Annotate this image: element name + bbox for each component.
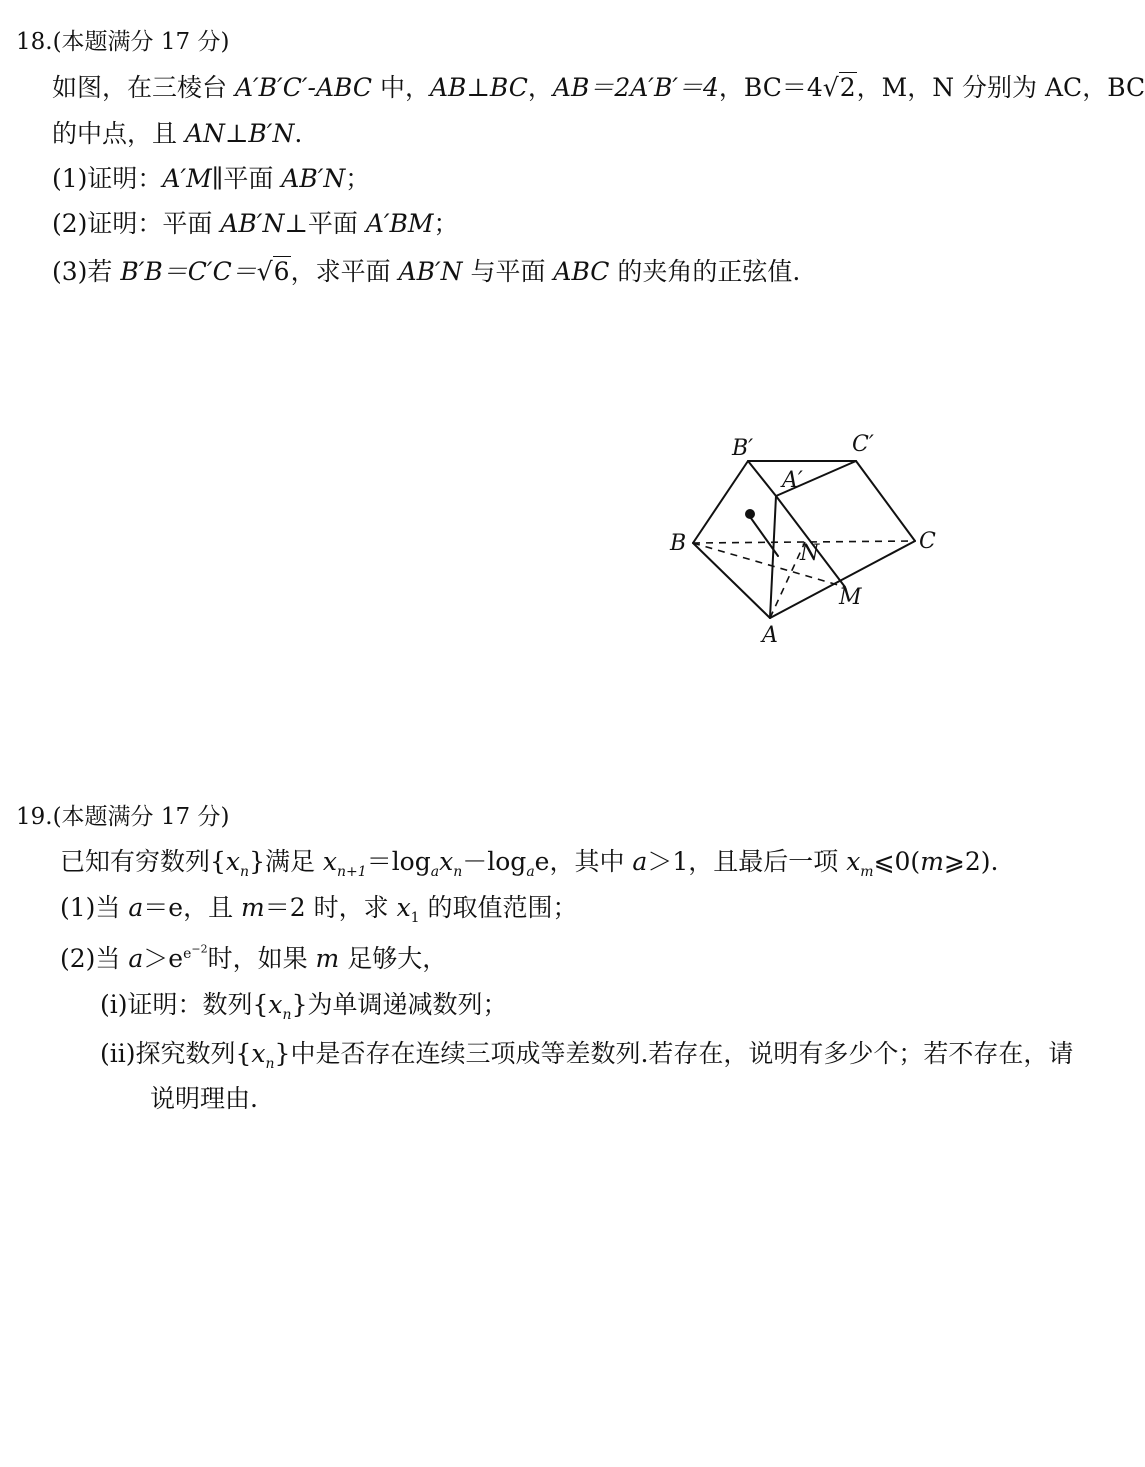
- q18-intro-text: 如图，在三棱台: [52, 73, 235, 102]
- q19-part1-text: ＝2 时，求: [264, 893, 397, 922]
- q19-header: [16, 801, 229, 833]
- q19-intro-text: ⩾2).: [943, 847, 999, 876]
- q18-part3-expr: B′B＝C′C＝: [120, 257, 257, 286]
- edge-B-Bp: [693, 461, 748, 543]
- q19-intro: [60, 846, 998, 878]
- sqrt-symbol: √: [822, 73, 839, 102]
- q19-sub: a: [430, 864, 440, 880]
- q18-part1-text: 平面: [223, 164, 282, 193]
- frustum-figure: [660, 425, 950, 650]
- q19-sub: m: [860, 864, 874, 880]
- q19-intro-text: 已知有穷数列{: [60, 847, 226, 876]
- q19-sub1-text: (ⅰ)证明：数列{: [100, 990, 269, 1019]
- q18-part3: [52, 256, 800, 288]
- sqrt-symbol: √: [256, 257, 273, 286]
- q18-part1-text: (1)证明：: [52, 164, 163, 193]
- q19-var: m: [315, 944, 340, 973]
- label-N: N: [800, 541, 820, 566]
- q18-plane-name: AB′N: [281, 164, 346, 193]
- q19-var: x: [396, 893, 411, 922]
- q19-sub: n: [240, 864, 250, 880]
- q18-plane-name: AB′N: [220, 209, 285, 238]
- q19-sub: a: [526, 864, 535, 880]
- label-B: B: [670, 531, 687, 556]
- q19-var: a: [632, 847, 648, 876]
- edge-Bp-Ap: [748, 461, 776, 496]
- q19-var: x: [251, 1039, 266, 1068]
- q19-var: x: [225, 847, 241, 876]
- q18-perp-condition: AN⊥B′N: [184, 119, 295, 148]
- q19-intro-text: ＞1，且最后一项: [647, 847, 847, 876]
- q19-sub1-text: }为单调递减数列；: [291, 990, 508, 1019]
- q18-plane-name: A′BM: [365, 209, 434, 238]
- q18-intro-text: 中，: [372, 73, 430, 102]
- q19-sub1: [100, 989, 507, 1021]
- q18-score: (本题满分 17 分): [52, 29, 230, 55]
- point-marker: [745, 509, 755, 519]
- q19-sub2-text: 说明理由.: [150, 1084, 258, 1113]
- q19-var: m: [920, 847, 944, 876]
- q18-part2-text: (2)证明：平面: [52, 209, 221, 238]
- q18-intro-text: ，: [527, 73, 553, 102]
- edge-C-Cp: [856, 461, 915, 541]
- q18-part3-text: 的夹角的正弦值.: [609, 257, 801, 286]
- q19-sub: n: [453, 864, 463, 880]
- q18-part2-text: ；: [433, 209, 459, 238]
- q19-var: x: [846, 847, 861, 876]
- label-M: M: [839, 585, 862, 610]
- q18-perp-condition: AB⊥BC: [429, 73, 528, 102]
- q18-length-condition: AB＝2A′B′＝4: [552, 73, 719, 102]
- q18-number: 18.: [16, 29, 53, 55]
- q18-intro-text: ，M，N 分别为 AC，BC: [856, 73, 1145, 102]
- q19-intro-text: ⩽0(: [873, 847, 921, 876]
- q18-part3-text: (3)若: [52, 257, 121, 286]
- q19-sub2-cont: [150, 1083, 258, 1115]
- q18-sqrt-arg: 2: [839, 73, 856, 102]
- q18-plane-name: AB′N: [398, 257, 463, 286]
- q18-part2-text: ⊥平面: [284, 209, 366, 238]
- q18-part1-expr: A′M∥: [162, 164, 224, 193]
- q18-header: [16, 26, 229, 58]
- q19-part2: [60, 943, 447, 975]
- q19-sub: n+1: [337, 864, 367, 880]
- q18-intro-line1: [52, 72, 1145, 104]
- q18-intro-text: .: [294, 119, 303, 148]
- q19-intro-text: e，其中: [534, 847, 633, 876]
- q19-sub: n: [282, 1007, 292, 1023]
- q19-intro-text: }满足: [249, 847, 323, 876]
- q19-var: x: [439, 847, 454, 876]
- q19-sup: e: [183, 945, 192, 962]
- q19-var: x: [268, 990, 283, 1019]
- q19-part1-text: ＝e，且: [143, 893, 242, 922]
- q19-number: 19.: [16, 804, 53, 830]
- q19-sub: 1: [410, 910, 420, 926]
- q19-part2-text: (2)当: [60, 944, 129, 973]
- q18-part2: [52, 208, 459, 240]
- q19-intro-text: －log: [462, 847, 527, 876]
- label-Cp: C′: [852, 432, 874, 457]
- q19-sup: −2: [191, 942, 208, 956]
- q18-intro-text: ，BC＝4: [718, 73, 823, 102]
- label-C: C: [919, 529, 936, 554]
- q19-score: (本题满分 17 分): [52, 804, 230, 830]
- q18-intro-line2: [52, 118, 302, 150]
- q19-part1-text: 的取值范围；: [419, 893, 578, 922]
- edge-A-Ap: [770, 496, 776, 618]
- label-Bp: B′: [732, 436, 754, 461]
- q19-part2-text: 时，如果: [207, 944, 316, 973]
- q19-part2-text: ＞e: [143, 944, 184, 973]
- q18-part3-text: 与平面: [462, 257, 554, 286]
- q18-part1: [52, 163, 370, 195]
- q19-sub2-text: }中是否存在连续三项成等差数列.若存在，说明有多少个；若不存在，请: [274, 1039, 1074, 1068]
- q19-sub2: [100, 1038, 1073, 1070]
- q18-part1-text: ；: [345, 164, 371, 193]
- q19-sub: n: [265, 1056, 275, 1072]
- q19-var: a: [128, 893, 144, 922]
- q19-var: m: [241, 893, 265, 922]
- q19-intro-text: ＝log: [366, 847, 431, 876]
- q19-var: x: [322, 847, 338, 876]
- q18-intro-text: 的中点，且: [52, 119, 185, 148]
- q19-part2-text: 足够大，: [339, 944, 448, 973]
- q19-part1-text: (1)当: [60, 893, 129, 922]
- label-A: A: [762, 623, 778, 648]
- q19-var: a: [128, 944, 144, 973]
- label-Ap: A′: [782, 468, 803, 493]
- q19-sub2-text: (ⅱ)探究数列{: [100, 1039, 252, 1068]
- q18-plane-name: ABC: [553, 257, 610, 286]
- q18-sqrt-arg: 6: [273, 257, 290, 286]
- q19-part1: [60, 892, 578, 924]
- q18-frustum: A′B′C′-ABC: [234, 73, 373, 102]
- q18-part3-text: ，求平面: [290, 257, 399, 286]
